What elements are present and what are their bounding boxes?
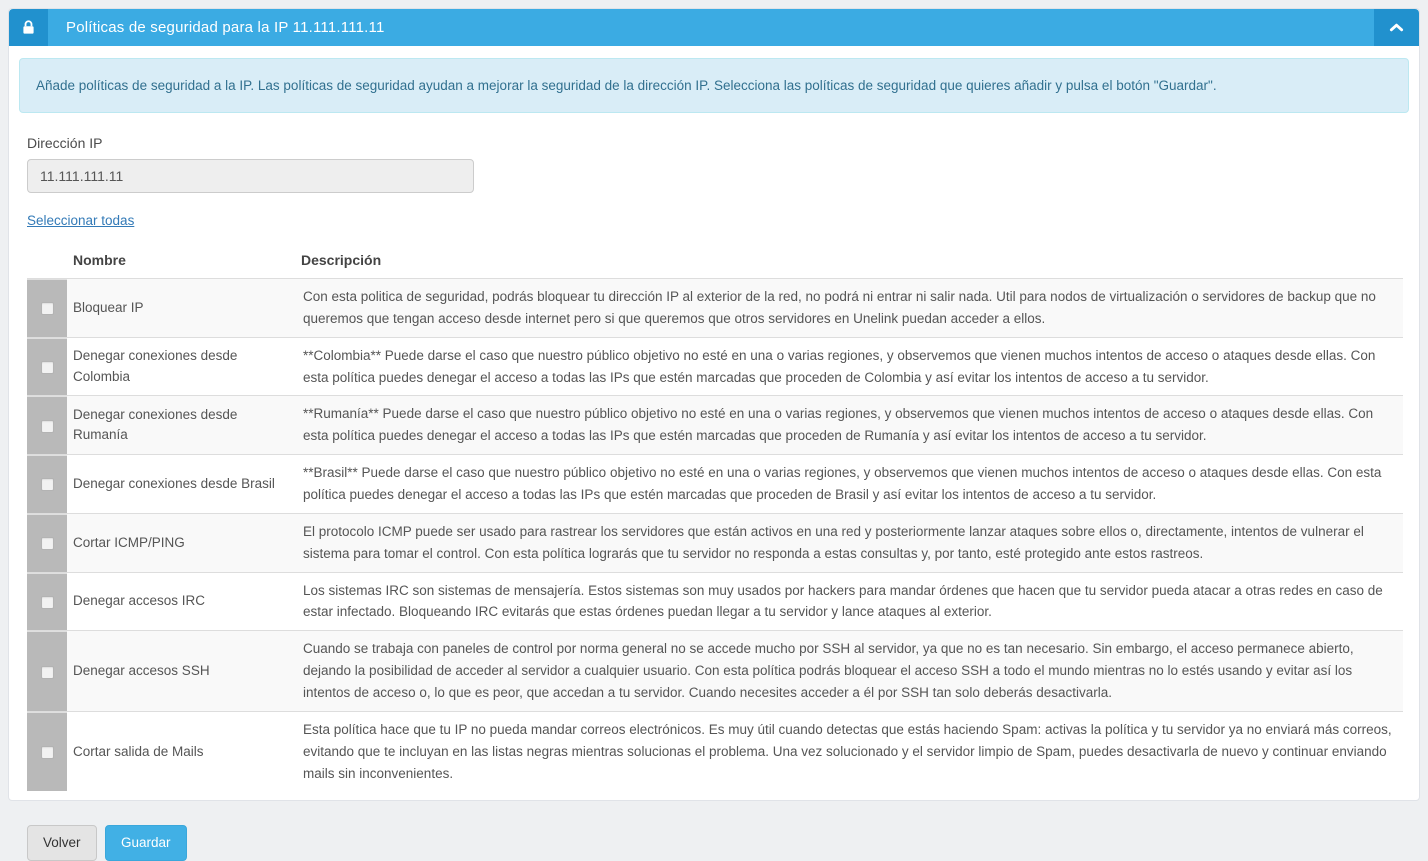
policy-description: **Colombia** Puede darse el caso que nuestro público objetivo no esté en una o varias regiones, y observemos que vienen muchos intentos de acceso o ataques desde ellas. Con esta política puedes denegar el acceso a todas las IPs que estén marcadas que proceden de Colombia y así evitar los intentos de acceso a tu servidor.: [303, 347, 1376, 385]
policy-description: Con esta politica de seguridad, podrás bloquear tu dirección IP al exterior de la red, no podrá ni entrar ni salir nada. Util para nodos de virtualización o servidores de backup que no queremos que tengan acceso desde internet pero si que queremos que otros servidores en Unelink puedan acceder a ellos.: [295, 279, 1403, 338]
policy-row: [27, 396, 1403, 455]
policy-row: [27, 572, 1403, 631]
panel-header: [9, 9, 1419, 46]
policy-row: [27, 279, 1403, 338]
policy-checkbox[interactable]: [41, 361, 54, 374]
info-alert-text: Añade políticas de seguridad a la IP. Las políticas de seguridad ayudan a mejorar la seguridad de la dirección IP. Selecciona las políticas de seguridad que quieres añadir y pulsa el botón "Guardar".: [36, 78, 1217, 93]
checkbox-column-header: [27, 244, 67, 279]
policy-checkbox[interactable]: [41, 746, 54, 759]
checkbox-cell[interactable]: [27, 279, 67, 338]
checkbox-cell[interactable]: [27, 572, 67, 631]
checkbox-cell[interactable]: [27, 513, 67, 572]
policy-name: Denegar conexiones desde Rumanía: [67, 396, 295, 455]
ip-label: Dirección IP: [27, 135, 103, 151]
description-column-header: Descripción: [295, 244, 1403, 279]
info-alert: [19, 58, 1409, 113]
policy-checkbox[interactable]: [41, 596, 54, 609]
checkbox-cell[interactable]: [27, 396, 67, 455]
policy-name: Bloquear IP: [67, 279, 295, 338]
policy-name: Denegar conexiones desde Colombia: [73, 348, 238, 384]
security-policies-panel: [8, 8, 1420, 851]
lock-icon: [9, 9, 48, 46]
policy-checkbox[interactable]: [41, 666, 54, 679]
checkbox-cell[interactable]: [27, 631, 67, 712]
page-title: Políticas de seguridad para la IP 11.111.111.11: [48, 9, 1374, 46]
action-buttons: [27, 825, 1401, 861]
policy-row: [27, 711, 1403, 791]
table-header-row: [27, 244, 1403, 279]
select-all-link[interactable]: Seleccionar todas: [27, 213, 135, 228]
policy-checkbox[interactable]: [41, 420, 54, 433]
policy-name: Denegar accesos SSH: [67, 631, 295, 712]
policy-description: Esta política hace que tu IP no pueda mandar correos electrónicos. Es muy útil cuando detectas que estás haciendo Spam: activas la política y tu servidor ya no enviará más correos, evitando que te incluyan en las listas negras mientras solucionas el problema. Una vez solucionado y el servidor limpio de Spam, puedes desactivarla de nuevo y continuar enviando mails sin inconvenientes.: [303, 721, 1392, 781]
policy-row: [27, 337, 1403, 396]
policy-description: Los sistemas IRC son sistemas de mensajería. Estos sistemas son muy usados por hackers para mandar órdenes que hacen que tu servidor pueda atacar a otras redes en caso de estar infectado. Bloqueando IRC evitarás que estas órdenes puedan llegar a tu servidor y lance ataques al exterior.: [303, 582, 1383, 620]
policy-name: Denegar accesos IRC: [73, 593, 206, 609]
policy-checkbox[interactable]: [41, 478, 54, 491]
save-button[interactable]: Guardar: [105, 825, 187, 861]
policy-name: Cortar ICMP/PING: [67, 513, 295, 572]
policy-description: **Brasil** Puede darse el caso que nuestro público objetivo no esté en una o varias regiones, y observemos que vienen muchos intentos de acceso o ataques desde ellas. Con esta política puedes denegar el acceso a todas las IPs que estén marcadas que proceden de Brasil y así evitar los intentos de acceso a tu servidor.: [303, 465, 1382, 503]
checkbox-cell[interactable]: [27, 337, 67, 396]
policy-description: **Rumanía** Puede darse el caso que nuestro público objetivo no esté en una o varias regiones, y observemos que vienen muchos intentos de acceso o ataques desde ellas. Con esta política puedes denegar el acceso a todas las IPs que estén marcadas que proceden de Rumanía y así evitar los intentos de acceso a tu servidor.: [295, 396, 1403, 455]
policy-name: Cortar salida de Mails: [73, 743, 204, 759]
ip-input: [27, 159, 474, 193]
policy-description: Cuando se trabaja con paneles de control por norma general no se accede mucho por SSH al servidor, ya que no es tan necesario. Sin embargo, el acceso permanece abierto, dejando la posibilidad de acceder al servidor a cualquier usuario. Con esta política podrás bloquear el acceso SSH a todo el mundo mientras no lo estés usando y evitar así los intentos de acceso o, lo que es peor, que accedan a tu servidor. Cuando necesites acceder a él por SSH tan solo deberás desactivarla.: [295, 631, 1403, 712]
chevron-up-icon: [1389, 20, 1404, 35]
policy-row: [27, 455, 1403, 514]
ip-form-group: [27, 135, 1401, 193]
collapse-button[interactable]: [1374, 9, 1419, 46]
policy-checkbox[interactable]: [41, 302, 54, 315]
policies-table: [27, 244, 1403, 791]
policy-name: Denegar conexiones desde Brasil: [73, 475, 275, 491]
checkbox-cell[interactable]: [27, 711, 67, 791]
policy-row: [27, 513, 1403, 572]
back-button[interactable]: Volver: [27, 825, 97, 861]
checkbox-cell[interactable]: [27, 455, 67, 514]
policy-checkbox[interactable]: [41, 537, 54, 550]
policy-row: [27, 631, 1403, 712]
policy-description: El protocolo ICMP puede ser usado para rastrear los servidores que están activos en una red y posteriormente lanzar ataques sobre ellos o, directamente, intentos de vulnerar el sistema para tomar el control. Con esta política lograrás que tu servidor no responda a estas consultas y, por tanto, esté protegido ante estos rastreos.: [295, 513, 1403, 572]
name-column-header: Nombre: [67, 244, 295, 279]
